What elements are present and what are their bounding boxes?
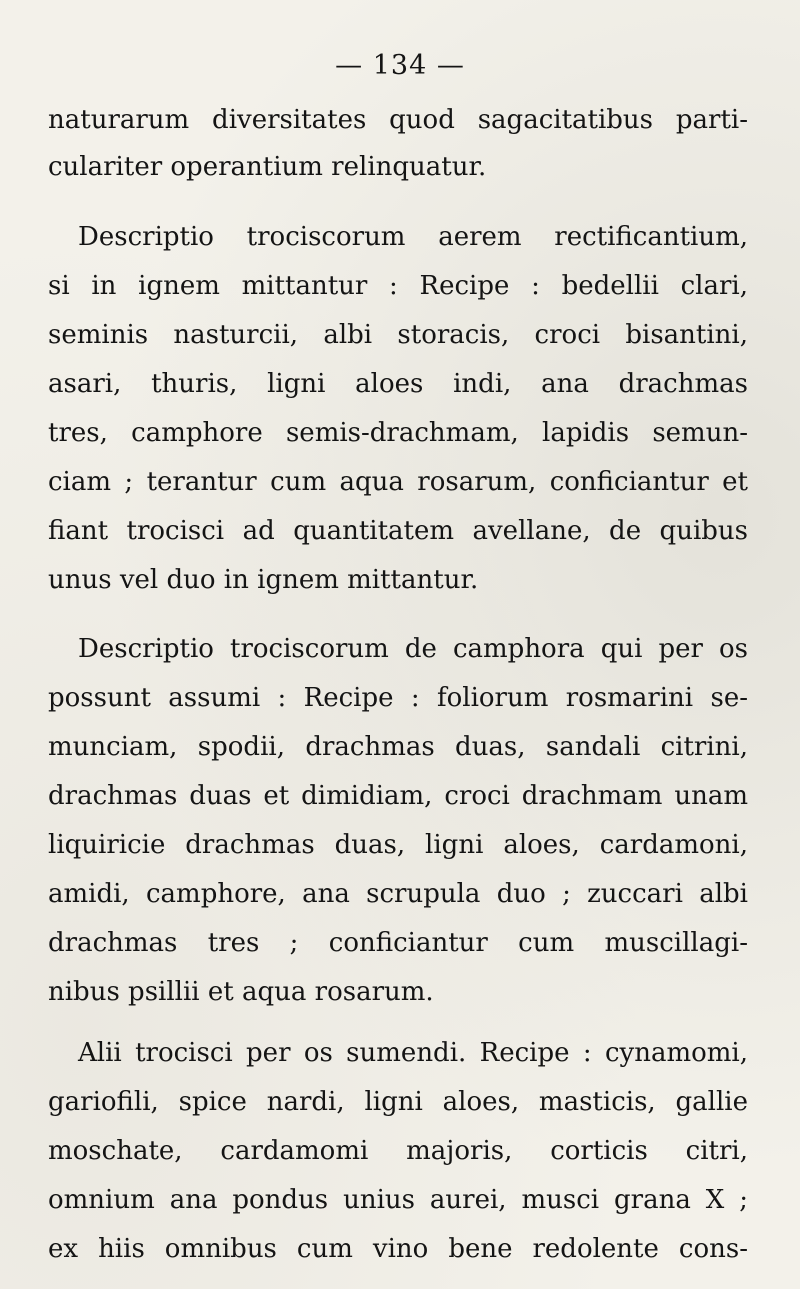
text-line: ciam ; terantur cum aqua rosarum, conficiantur et xyxy=(48,467,748,497)
text-line: asari, thuris, ligni aloes indi, ana drachmas xyxy=(48,369,748,399)
text-line: tres, camphore semis-drachmam, lapidis semun- xyxy=(48,418,748,448)
page-number: — 134 — xyxy=(335,50,465,81)
text-line: seminis nasturcii, albi storacis, croci bisantini, xyxy=(48,320,748,350)
text-line: possunt assumi : Recipe : foliorum rosmarini se- xyxy=(48,683,748,713)
text-line: unus vel duo in ignem mittantur. xyxy=(48,565,479,595)
text-line: omnium ana pondus unius aurei, musci grana X ; xyxy=(48,1185,748,1215)
text-line: drachmas tres ; conficiantur cum muscillagi- xyxy=(48,928,748,958)
text-line: gariofili, spice nardi, ligni aloes, masticis, gallie xyxy=(48,1087,748,1117)
text-line: culariter operantium relinquatur. xyxy=(48,152,487,182)
text-line: Descriptio trociscorum aerem rectificantium, xyxy=(78,222,748,252)
text-line: nibus psillii et aqua rosarum. xyxy=(48,977,434,1007)
text-line: ex hiis omnibus cum vino bene redolente cons- xyxy=(48,1234,748,1264)
text-line: si in ignem mittantur : Recipe : bedellii clari, xyxy=(48,271,748,301)
text-line: fiant trocisci ad quantitatem avellane, de quibus xyxy=(48,516,748,546)
text-line: liquiricie drachmas duas, ligni aloes, cardamoni, xyxy=(48,830,748,860)
text-line: munciam, spodii, drachmas duas, sandali citrini, xyxy=(48,732,748,762)
text-line: amidi, camphore, ana scrupula duo ; zuccari albi xyxy=(48,879,748,909)
text-line: drachmas duas et dimidiam, croci drachmam unam xyxy=(48,781,748,811)
text-line: Alii trocisci per os sumendi. Recipe : cynamomi, xyxy=(78,1038,748,1068)
text-line: Descriptio trociscorum de camphora qui per os xyxy=(78,634,748,664)
text-line: moschate, cardamomi majoris, corticis citri, xyxy=(48,1136,748,1166)
text-line: naturarum diversitates quod sagacitatibus parti- xyxy=(48,105,748,135)
